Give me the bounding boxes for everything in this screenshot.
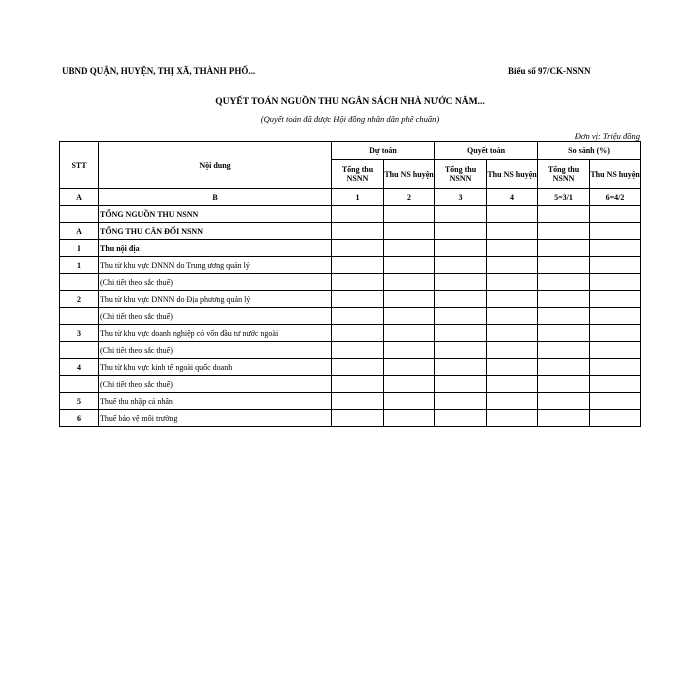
table-row <box>60 240 641 257</box>
row-stt: 1 <box>60 257 99 274</box>
value-cell <box>538 376 590 393</box>
value-cell <box>384 342 435 359</box>
du-toan-tong-thu-header: Tổng thu NSNN <box>332 160 384 189</box>
index-cell: B <box>99 189 332 206</box>
value-cell <box>538 223 590 240</box>
unit-label: Đơn vị: Triệu đồng <box>574 131 640 141</box>
table-row <box>60 325 641 342</box>
value-cell <box>487 342 538 359</box>
row-stt <box>60 308 99 325</box>
table-row <box>60 308 641 325</box>
value-cell <box>435 342 487 359</box>
value-cell <box>332 274 384 291</box>
value-cell <box>487 206 538 223</box>
value-cell <box>590 342 641 359</box>
value-cell <box>384 376 435 393</box>
table-row <box>60 410 641 427</box>
quyet-toan-header: Quyết toán <box>435 142 538 160</box>
row-content: Thu từ khu vực DNNN do Địa phương quản lý <box>99 291 332 308</box>
value-cell <box>384 359 435 376</box>
value-cell <box>435 308 487 325</box>
table-row <box>60 257 641 274</box>
value-cell <box>487 359 538 376</box>
index-cell: 3 <box>435 189 487 206</box>
value-cell <box>590 257 641 274</box>
table-row <box>60 274 641 291</box>
value-cell <box>487 257 538 274</box>
row-stt <box>60 342 99 359</box>
table-row <box>60 291 641 308</box>
value-cell <box>435 410 487 427</box>
value-cell <box>590 206 641 223</box>
value-cell <box>332 376 384 393</box>
value-cell <box>487 274 538 291</box>
value-cell <box>487 223 538 240</box>
row-content: Thu từ khu vực DNNN do Trung ương quản lý <box>99 257 332 274</box>
value-cell <box>435 325 487 342</box>
value-cell <box>590 291 641 308</box>
value-cell <box>538 257 590 274</box>
row-content: TỔNG THU CÂN ĐỐI NSNN <box>99 223 332 240</box>
value-cell <box>435 274 487 291</box>
value-cell <box>332 291 384 308</box>
content-header: Nội dung <box>99 142 332 189</box>
value-cell <box>590 393 641 410</box>
value-cell <box>384 240 435 257</box>
value-cell <box>384 325 435 342</box>
du-toan-thu-ns-header: Thu NS huyện <box>384 160 435 189</box>
index-cell: 2 <box>384 189 435 206</box>
value-cell <box>487 393 538 410</box>
row-content: TỔNG NGUỒN THU NSNN <box>99 206 332 223</box>
table-row <box>60 223 641 240</box>
value-cell <box>590 410 641 427</box>
value-cell <box>487 240 538 257</box>
value-cell <box>332 342 384 359</box>
column-index-row <box>60 189 641 206</box>
value-cell <box>435 240 487 257</box>
row-content: Thu nội địa <box>99 240 332 257</box>
value-cell <box>590 325 641 342</box>
table-row <box>60 359 641 376</box>
value-cell <box>538 240 590 257</box>
table-row <box>60 376 641 393</box>
value-cell <box>487 376 538 393</box>
value-cell <box>538 410 590 427</box>
table-row <box>60 342 641 359</box>
value-cell <box>384 206 435 223</box>
value-cell <box>590 376 641 393</box>
value-cell <box>435 359 487 376</box>
row-content: (Chi tiết theo sắc thuế) <box>99 376 332 393</box>
value-cell <box>332 257 384 274</box>
value-cell <box>332 359 384 376</box>
document-title: QUYẾT TOÁN NGUỒN THU NGÂN SÁCH NHÀ NƯỚC NĂM... <box>215 97 485 107</box>
value-cell <box>384 393 435 410</box>
value-cell <box>538 206 590 223</box>
row-content: Thu từ khu vực kinh tế ngoài quốc doanh <box>99 359 332 376</box>
form-number: Biểu số 97/CK-NSNN <box>508 66 591 76</box>
index-cell: 4 <box>487 189 538 206</box>
value-cell <box>590 359 641 376</box>
value-cell <box>384 410 435 427</box>
agency-header: UBND QUẬN, HUYỆN, THỊ XÃ, THÀNH PHỐ... <box>62 66 256 76</box>
quyet-toan-thu-ns-header: Thu NS huyện <box>487 160 538 189</box>
so-sanh-header: So sánh (%) <box>538 142 641 160</box>
du-toan-header: Dự toán <box>332 142 435 160</box>
row-stt: 5 <box>60 393 99 410</box>
value-cell <box>590 274 641 291</box>
value-cell <box>435 257 487 274</box>
value-cell <box>435 223 487 240</box>
value-cell <box>435 291 487 308</box>
value-cell <box>538 359 590 376</box>
value-cell <box>435 393 487 410</box>
row-stt: 6 <box>60 410 99 427</box>
value-cell <box>538 291 590 308</box>
row-content: (Chi tiết theo sắc thuế) <box>99 308 332 325</box>
value-cell <box>487 325 538 342</box>
value-cell <box>384 274 435 291</box>
so-sanh-thu-ns-header: Thu NS huyện <box>590 160 641 189</box>
row-stt: I <box>60 240 99 257</box>
row-content: (Chi tiết theo sắc thuế) <box>99 274 332 291</box>
value-cell <box>538 308 590 325</box>
value-cell <box>332 308 384 325</box>
row-stt: 3 <box>60 325 99 342</box>
table-row <box>60 206 641 223</box>
value-cell <box>332 240 384 257</box>
stt-header: STT <box>60 142 99 189</box>
index-cell: 5=3/1 <box>538 189 590 206</box>
row-content: Thuế thu nhập cá nhân <box>99 393 332 410</box>
row-stt: 4 <box>60 359 99 376</box>
value-cell <box>590 308 641 325</box>
value-cell <box>332 223 384 240</box>
index-cell: 6=4/2 <box>590 189 641 206</box>
index-cell: 1 <box>332 189 384 206</box>
value-cell <box>538 274 590 291</box>
value-cell <box>487 410 538 427</box>
value-cell <box>435 376 487 393</box>
quyet-toan-tong-thu-header: Tổng thu NSNN <box>435 160 487 189</box>
value-cell <box>332 206 384 223</box>
value-cell <box>538 342 590 359</box>
value-cell <box>435 206 487 223</box>
value-cell <box>538 393 590 410</box>
value-cell <box>487 291 538 308</box>
row-content: (Chi tiết theo sắc thuế) <box>99 342 332 359</box>
value-cell <box>332 410 384 427</box>
row-content: Thuế bảo vệ môi trường <box>99 410 332 427</box>
table-row <box>60 393 641 410</box>
value-cell <box>332 393 384 410</box>
value-cell <box>384 257 435 274</box>
row-stt: 2 <box>60 291 99 308</box>
row-stt <box>60 274 99 291</box>
value-cell <box>538 325 590 342</box>
row-stt <box>60 206 99 223</box>
value-cell <box>590 223 641 240</box>
value-cell <box>487 308 538 325</box>
table-header-row <box>60 142 641 160</box>
so-sanh-tong-thu-header: Tổng thu NSNN <box>538 160 590 189</box>
value-cell <box>590 240 641 257</box>
document-subtitle: (Quyết toán đã được Hội đồng nhân dân phê chuẩn) <box>260 114 440 124</box>
value-cell <box>332 325 384 342</box>
row-content: Thu từ khu vực doanh nghiệp có vốn đầu tư nước ngoài <box>99 325 332 342</box>
index-cell: A <box>60 189 99 206</box>
value-cell <box>384 223 435 240</box>
value-cell <box>384 308 435 325</box>
row-stt: A <box>60 223 99 240</box>
value-cell <box>384 291 435 308</box>
revenue-table <box>59 141 641 427</box>
row-stt <box>60 376 99 393</box>
